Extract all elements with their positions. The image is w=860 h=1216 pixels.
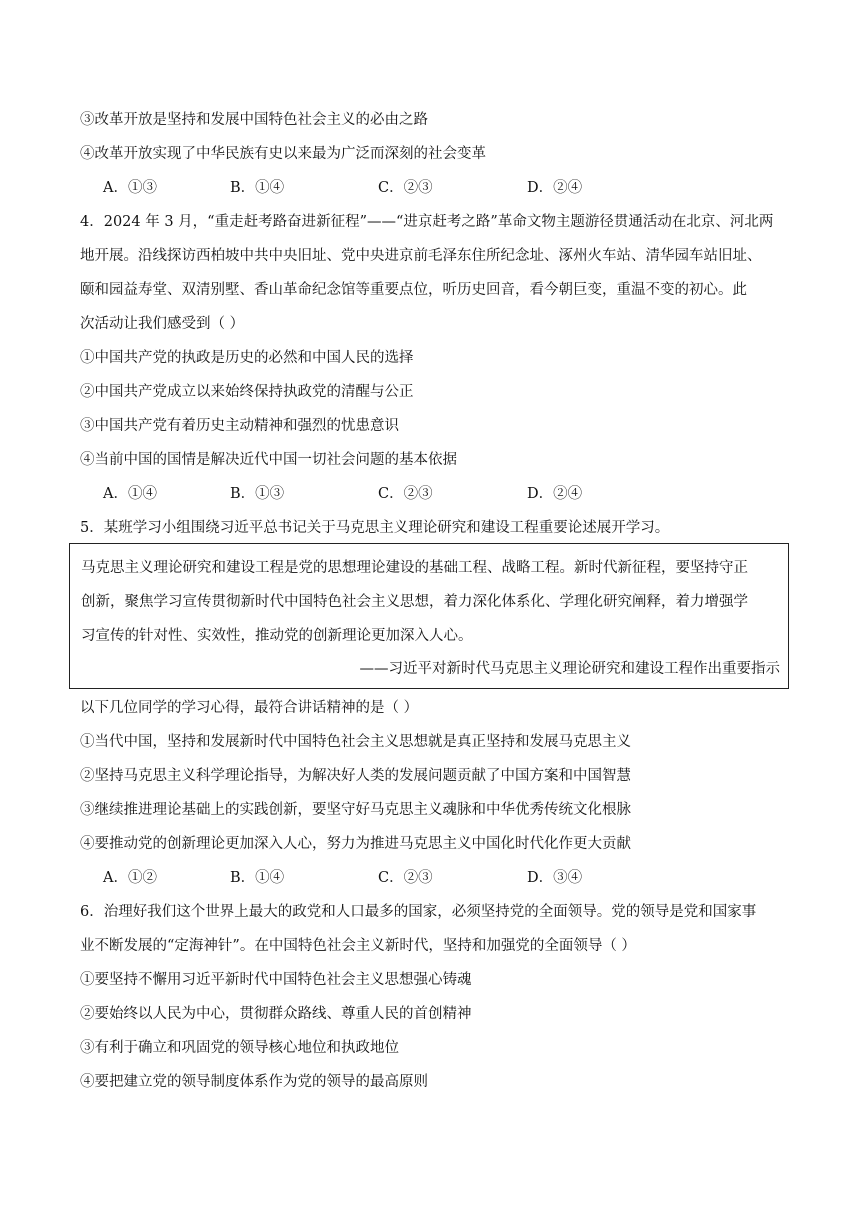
q4-stem-line-4: 次活动让我们感受到（ ） [80,316,245,332]
q3-option-a[interactable]: A．①③ [103,180,157,196]
q6-statement-4: ④要把建立党的领导制度体系作为党的领导的最高原则 [80,1074,428,1090]
q3-option-b[interactable]: B．①④ [230,180,285,196]
q5-quote-line-3: 习宣传的针对性、实效性，推动党的创新理论更加深入人心。 [81,628,473,644]
q4-statement-1: ①中国共产党的执政是历史的必然和中国人民的选择 [80,350,414,366]
q3-option-c[interactable]: C．②③ [378,180,433,196]
q4-option-b[interactable]: B．①③ [230,486,285,502]
q5-quote-line-2: 创新，聚焦学习宣传贯彻新时代中国特色社会主义思想，着力深化体系化、学理化研究阐释，着力增强学 [81,594,748,610]
q3-option-d[interactable]: D．②④ [527,180,583,196]
q5-quote-source: ——习近平对新时代马克思主义理论研究和建设工程作出重要指示 [359,661,780,677]
q5-option-a[interactable]: A．①② [103,870,157,886]
q4-stem-line-2: 地开展。沿线探访西柏坡中共中央旧址、党中央进京前毛泽东住所纪念址、涿州火车站、清华园车站旧址、 [80,248,762,264]
q4-statement-3: ③中国共产党有着历史主动精神和强烈的忧患意识 [80,418,399,434]
q5-statement-1: ①当代中国，坚持和发展新时代中国特色社会主义思想就是真正坚持和发展马克思主义 [80,734,631,750]
q3-statement-3: ③改革开放是坚持和发展中国特色社会主义的必由之路 [80,112,428,128]
q3-statement-4: ④改革开放实现了中华民族有史以来最为广泛而深刻的社会变革 [80,146,486,162]
q4-statement-4: ④当前中国的国情是解决近代中国一切社会问题的基本依据 [80,452,457,468]
q4-stem-line-1: 4．2024 年 3 月，“重走赶考路奋进新征程”——“进京赶考之路”革命文物主题游径贯通活动在北京、河北两 [80,214,774,230]
q6-statement-2: ②要始终以人民为中心，贯彻群众路线、尊重人民的首创精神 [80,1006,472,1022]
q5-stem: 5．某班学习小组围绕习近平总书记关于马克思主义理论研究和建设工程重要论述展开学习。 [80,520,670,536]
q5-question: 以下几位同学的学习心得，最符合讲话精神的是（ ） [80,700,419,716]
q5-option-c[interactable]: C．②③ [378,870,433,886]
q4-statement-2: ②中国共产党成立以来始终保持执政党的清醒与公正 [80,384,414,400]
q5-quote-line-1: 马克思主义理论研究和建设工程是党的思想理论建设的基础工程、战略工程。新时代新征程，要坚持守正 [81,560,748,576]
q5-statement-2: ②坚持马克思主义科学理论指导，为解决好人类的发展问题贡献了中国方案和中国智慧 [80,768,631,784]
q6-stem-line-2: 业不断发展的“定海神针”。在中国特色社会主义新时代，坚持和加强党的全面领导（ ） [80,938,636,954]
q5-statement-4: ④要推动党的创新理论更加深入人心，努力为推进马克思主义中国化时代化作更大贡献 [80,836,631,852]
q4-option-a[interactable]: A．①④ [103,486,157,502]
q6-statement-3: ③有利于确立和巩固党的领导核心地位和执政地位 [80,1040,399,1056]
q6-stem-line-1: 6．治理好我们这个世界上最大的政党和人口最多的国家，必须坚持党的全面领导。党的领导是党和国家事 [80,904,757,920]
q5-option-d[interactable]: D．③④ [527,870,583,886]
q4-option-d[interactable]: D．②④ [527,486,583,502]
q5-option-b[interactable]: B．①④ [230,870,285,886]
q5-quote-box [69,543,789,689]
q4-option-c[interactable]: C．②③ [378,486,433,502]
q6-statement-1: ①要坚持不懈用习近平新时代中国特色社会主义思想强心铸魂 [80,972,472,988]
q5-statement-3: ③继续推进理论基础上的实践创新，要坚守好马克思主义魂脉和中华优秀传统文化根脉 [80,802,631,818]
q4-stem-line-3: 颐和园益寿堂、双清别墅、香山革命纪念馆等重要点位，听历史回音，看今朝巨变，重温不变的初心。此 [80,282,747,298]
